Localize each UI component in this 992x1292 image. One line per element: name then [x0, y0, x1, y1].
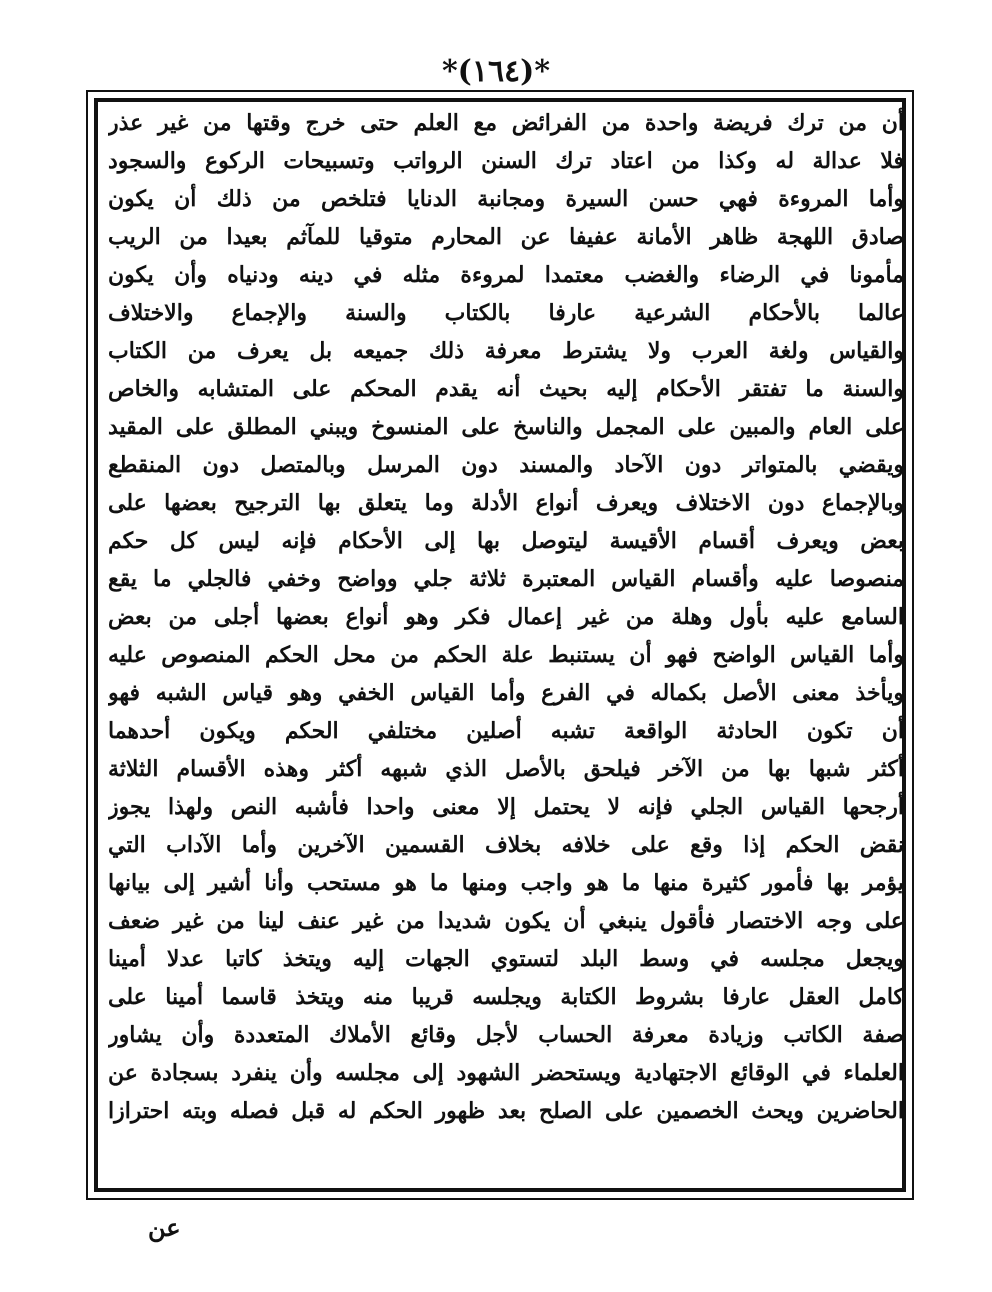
- text-line: فلا عدالة له وكذا من اعتاد ترك السنن الرواتب وتسبيحات الركوع والسجود: [108, 148, 904, 174]
- text-line: ويقضي بالمتواتر دون الآحاد والمسند دون المرسل وبالمتصل دون المنقطع: [108, 452, 904, 478]
- text-line: على وجه الاختصار فأقول ينبغي أن يكون شديدا من غير عنف لينا من غير ضعف: [108, 908, 904, 934]
- text-line: الحاضرين ويحث الخصمين على الصلح بعد ظهور الحكم له قبل فصله وبته احترازا: [108, 1098, 904, 1124]
- text-line: أن تكون الحادثة الواقعة تشبه أصلين مختلفي الحكم ويكون أحدهما: [108, 718, 904, 744]
- text-line: نقض الحكم إذا وقع على خلافه بخلاف القسمين الآخرين وأما الآداب التي: [108, 832, 904, 858]
- page-text-block: [108, 104, 904, 1186]
- text-line: وبالإجماع دون الاختلاف ويعرف أنواع الأدلة وما يتعلق بها الترجيح بعضها على: [108, 490, 904, 516]
- text-line: منصوصا عليه وأقسام القياس المعتبرة ثلاثة جلي وواضح وخفي فالجلي ما يقع: [108, 566, 904, 592]
- text-line: على العام والمبين على المجمل والناسخ على المنسوخ ويبني المطلق على المقيد: [108, 414, 904, 440]
- catchword: عن: [148, 1213, 181, 1242]
- text-line: والسنة ما تفتقر الأحكام إليه بحيث أنه يقدم المحكم على المتشابه والخاص: [108, 376, 904, 402]
- text-line: صادق اللهجة ظاهر الأمانة عفيفا عن المحارم متوقيا للمآثم بعيدا من الريب: [108, 224, 904, 250]
- page-number: *(١٦٤)*: [441, 54, 551, 89]
- text-line: ويجعل مجلسه في وسط البلد لتستوي الجهات إليه ويتخذ كاتبا عدلا أمينا: [108, 946, 904, 972]
- text-line: العلماء في الوقائع الاجتهادية ويستحضر الشهود إلى مجلسه وأن ينفرد بسجادة عن: [108, 1060, 904, 1086]
- text-line: مأمونا في الرضاء والغضب معتمدا لمروءة مثله في دينه ودنياه وأن يكون: [108, 262, 904, 288]
- text-line: وأما المروءة فهي حسن السيرة ومجانبة الدنايا فتلخص من ذلك أن يكون: [108, 186, 904, 212]
- text-line: بعض ويعرف أقسام الأقيسة ليتوصل بها إلى الأحكام فإنه ليس كل حكم: [108, 528, 904, 554]
- text-line: أن من ترك فريضة واحدة من الفرائض مع العلم حتى خرج وقتها من غير عذر: [108, 110, 904, 136]
- text-line: عالما بالأحكام الشرعية عارفا بالكتاب والسنة والإجماع والاختلاف: [108, 300, 904, 326]
- text-line: صفة الكاتب وزيادة معرفة الحساب لأجل وقائع الأملاك المتعددة وأن يشاور: [108, 1022, 904, 1048]
- text-line: كامل العقل عارفا بشروط الكتابة ويجلسه قريبا منه ويتخذ قاسما أمينا على: [108, 984, 904, 1010]
- text-line: والقياس ولغة العرب ولا يشترط معرفة ذلك جميعه بل يعرف من الكتاب: [108, 338, 904, 364]
- text-line: يؤمر بها فأمور كثيرة منها ما هو واجب ومنها ما هو مستحب وأنا أشير إلى بيانها: [108, 870, 904, 896]
- text-line: السامع عليه بأول وهلة من غير إعمال فكر وهو أنواع بعضها أجلى من بعض: [108, 604, 904, 630]
- text-line: ويأخذ معنى الأصل بكماله في الفرع وأما القياس الخفي وهو قياس الشبه فهو: [108, 680, 904, 706]
- text-line: أكثر شبها بها من الآخر فيلحق بالأصل الذي شبهه أكثر وهذه الأقسام الثلاثة: [108, 756, 904, 782]
- text-line: وأما القياس الواضح فهو أن يستنبط علة الحكم من محل الحكم المنصوص عليه: [108, 642, 904, 668]
- text-line: أرجحها القياس الجلي فإنه لا يحتمل إلا معنى واحدا فأشبه النص ولهذا يجوز: [108, 794, 904, 820]
